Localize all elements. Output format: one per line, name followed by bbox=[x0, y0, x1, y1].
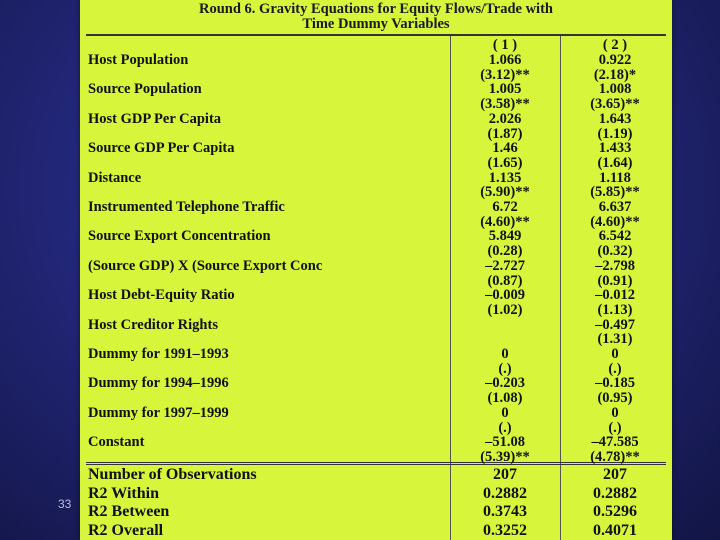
table-row bbox=[80, 450, 672, 465]
table-row bbox=[80, 347, 672, 362]
table-row bbox=[80, 185, 672, 200]
cell-col-2: 0 bbox=[611, 346, 619, 362]
table-row bbox=[80, 332, 672, 347]
summary-row bbox=[80, 485, 672, 502]
cell-col-1: (3.12)** bbox=[480, 66, 530, 83]
cell-col-1: 0 bbox=[501, 346, 509, 362]
table-row bbox=[80, 421, 672, 436]
cell-col-1: 1.005 bbox=[488, 81, 522, 98]
cell-col-1: (.) bbox=[498, 419, 512, 436]
table-row bbox=[80, 406, 672, 421]
table-row bbox=[80, 288, 672, 303]
cell-col-2: 1.433 bbox=[598, 140, 632, 157]
summary-col-1: 0.3743 bbox=[483, 503, 527, 520]
cell-col-2: 6.542 bbox=[598, 228, 632, 245]
cell-col-1: (0.28) bbox=[487, 243, 523, 260]
cell-col-1: (5.39)** bbox=[480, 448, 530, 465]
cell-col-1: (4.60)** bbox=[480, 213, 530, 230]
table-row bbox=[80, 215, 672, 230]
cell-col-1: (0.87) bbox=[487, 272, 523, 289]
cell-col-2: 1.118 bbox=[599, 169, 631, 186]
title-line-2: Time Dummy Variables bbox=[302, 16, 450, 32]
row-label: Host Creditor Rights bbox=[88, 317, 218, 333]
cell-col-1: 0 bbox=[501, 404, 509, 421]
cell-col-1: 5.849 bbox=[488, 228, 522, 245]
cell-col-1: –0.009 bbox=[485, 287, 525, 304]
table-row bbox=[80, 141, 672, 156]
cell-col-2: (1.31) bbox=[597, 331, 633, 348]
table-row bbox=[80, 127, 672, 142]
row-label: Host Population bbox=[88, 53, 189, 68]
row-label: Instrumented Telephone Traffic bbox=[88, 200, 285, 215]
table-row bbox=[80, 229, 672, 244]
table-row bbox=[80, 112, 672, 127]
row-label: Dummy for 1997–1999 bbox=[88, 405, 229, 421]
cell-col-2: (.) bbox=[608, 360, 622, 377]
summary-label: R2 Overall bbox=[88, 521, 164, 539]
summary-col-1: 207 bbox=[493, 466, 517, 483]
table-row bbox=[80, 156, 672, 171]
table-row bbox=[80, 376, 672, 391]
table-row bbox=[80, 53, 672, 68]
table-title bbox=[80, 0, 672, 34]
table-row bbox=[80, 259, 672, 274]
summary-col-2: 207 bbox=[603, 466, 627, 483]
cell-col-1: (3.58)** bbox=[480, 96, 530, 113]
cell-col-1: (.) bbox=[498, 360, 512, 377]
table-row bbox=[80, 274, 672, 289]
cell-col-2: –47.585 bbox=[591, 434, 639, 451]
cell-col-2: (0.32) bbox=[597, 243, 633, 260]
cell-col-1: –2.727 bbox=[485, 257, 525, 274]
row-label: Source GDP Per Capita bbox=[88, 141, 235, 157]
summary-col-1: 0.2882 bbox=[483, 484, 527, 502]
summary-label: Number of Observations bbox=[88, 466, 257, 483]
table-row bbox=[80, 391, 672, 406]
row-label: (Source GDP) X (Source Export Conc bbox=[88, 258, 323, 274]
cell-col-1: 1.066 bbox=[488, 52, 522, 68]
table-row bbox=[80, 244, 672, 259]
cell-col-2: (2.18)* bbox=[593, 66, 637, 83]
cell-col-2: 0.922 bbox=[598, 52, 632, 68]
col-header-1: ( 1 ) bbox=[492, 37, 518, 53]
table-row bbox=[80, 303, 672, 318]
table-row bbox=[80, 318, 672, 333]
table-row bbox=[80, 97, 672, 112]
title-line-1: Round 6. Gravity Equations for Equity Flows/Trade with bbox=[199, 1, 553, 17]
summary-row bbox=[80, 503, 672, 520]
cell-col-2: –0.185 bbox=[595, 375, 635, 392]
cell-col-2: 1.008 bbox=[598, 81, 632, 98]
cell-col-2: (.) bbox=[608, 419, 622, 436]
cell-col-1: 1.46 bbox=[492, 140, 518, 157]
column-header-row bbox=[80, 38, 672, 53]
table-row bbox=[80, 171, 672, 186]
summary-row bbox=[80, 466, 672, 483]
cell-col-2: (1.64) bbox=[597, 154, 633, 171]
cell-col-2: (3.65)** bbox=[590, 96, 640, 113]
cell-col-2: 6.637 bbox=[598, 199, 632, 215]
cell-col-2: (1.13) bbox=[597, 301, 633, 318]
cell-col-1: (1.87) bbox=[487, 125, 523, 142]
row-label: Host Debt-Equity Ratio bbox=[88, 288, 235, 304]
cell-col-2: 0 bbox=[611, 404, 619, 421]
row-label: Dummy for 1991–1993 bbox=[88, 347, 229, 362]
cell-col-2: –0.012 bbox=[595, 287, 635, 304]
cell-col-2: (1.19) bbox=[597, 125, 633, 142]
cell-col-1: 1.135 bbox=[488, 169, 522, 186]
cell-col-2: (0.91) bbox=[597, 272, 633, 289]
regression-table bbox=[80, 0, 672, 540]
summary-label: R2 Between bbox=[88, 503, 170, 520]
row-label: Source Population bbox=[88, 82, 202, 98]
cell-col-2: –0.497 bbox=[595, 316, 635, 333]
cell-col-2: (5.85)** bbox=[590, 184, 640, 201]
table-row bbox=[80, 200, 672, 215]
summary-label: R2 Within bbox=[88, 484, 159, 502]
top-rule bbox=[86, 34, 666, 36]
cell-col-2: –2.798 bbox=[595, 257, 635, 274]
row-label: Source Export Concentration bbox=[88, 229, 271, 245]
cell-col-1: (1.02) bbox=[487, 301, 523, 318]
table-row bbox=[80, 68, 672, 83]
col-header-2: ( 2 ) bbox=[602, 37, 628, 53]
summary-col-2: 0.5296 bbox=[593, 503, 637, 520]
row-label: Dummy for 1994–1996 bbox=[88, 376, 229, 392]
cell-col-2: 1.643 bbox=[598, 110, 632, 127]
cell-col-1: (5.90)** bbox=[480, 184, 530, 201]
cell-col-2: (0.95) bbox=[597, 390, 633, 407]
summary-col-2: 0.4071 bbox=[593, 521, 637, 539]
cell-col-1: 2.026 bbox=[488, 110, 522, 127]
cell-col-1: (1.65) bbox=[487, 154, 523, 171]
row-label: Host GDP Per Capita bbox=[88, 111, 222, 127]
cell-col-1: –0.203 bbox=[485, 375, 525, 392]
cell-col-1: (1.08) bbox=[487, 390, 523, 407]
table-row bbox=[80, 435, 672, 450]
cell-col-1: –51.08 bbox=[485, 434, 525, 451]
table-row bbox=[80, 362, 672, 377]
summary-col-2: 0.2882 bbox=[593, 484, 637, 502]
slide-number: 33 bbox=[58, 497, 72, 511]
summary-col-1: 0.3252 bbox=[483, 521, 527, 539]
table-row bbox=[80, 82, 672, 97]
row-label: Constant bbox=[88, 435, 145, 451]
row-label: Distance bbox=[88, 170, 142, 186]
cell-col-1: 6.72 bbox=[492, 199, 518, 215]
summary-row bbox=[80, 522, 672, 539]
cell-col-2: (4.78)** bbox=[590, 448, 640, 465]
cell-col-2: (4.60)** bbox=[590, 213, 640, 230]
